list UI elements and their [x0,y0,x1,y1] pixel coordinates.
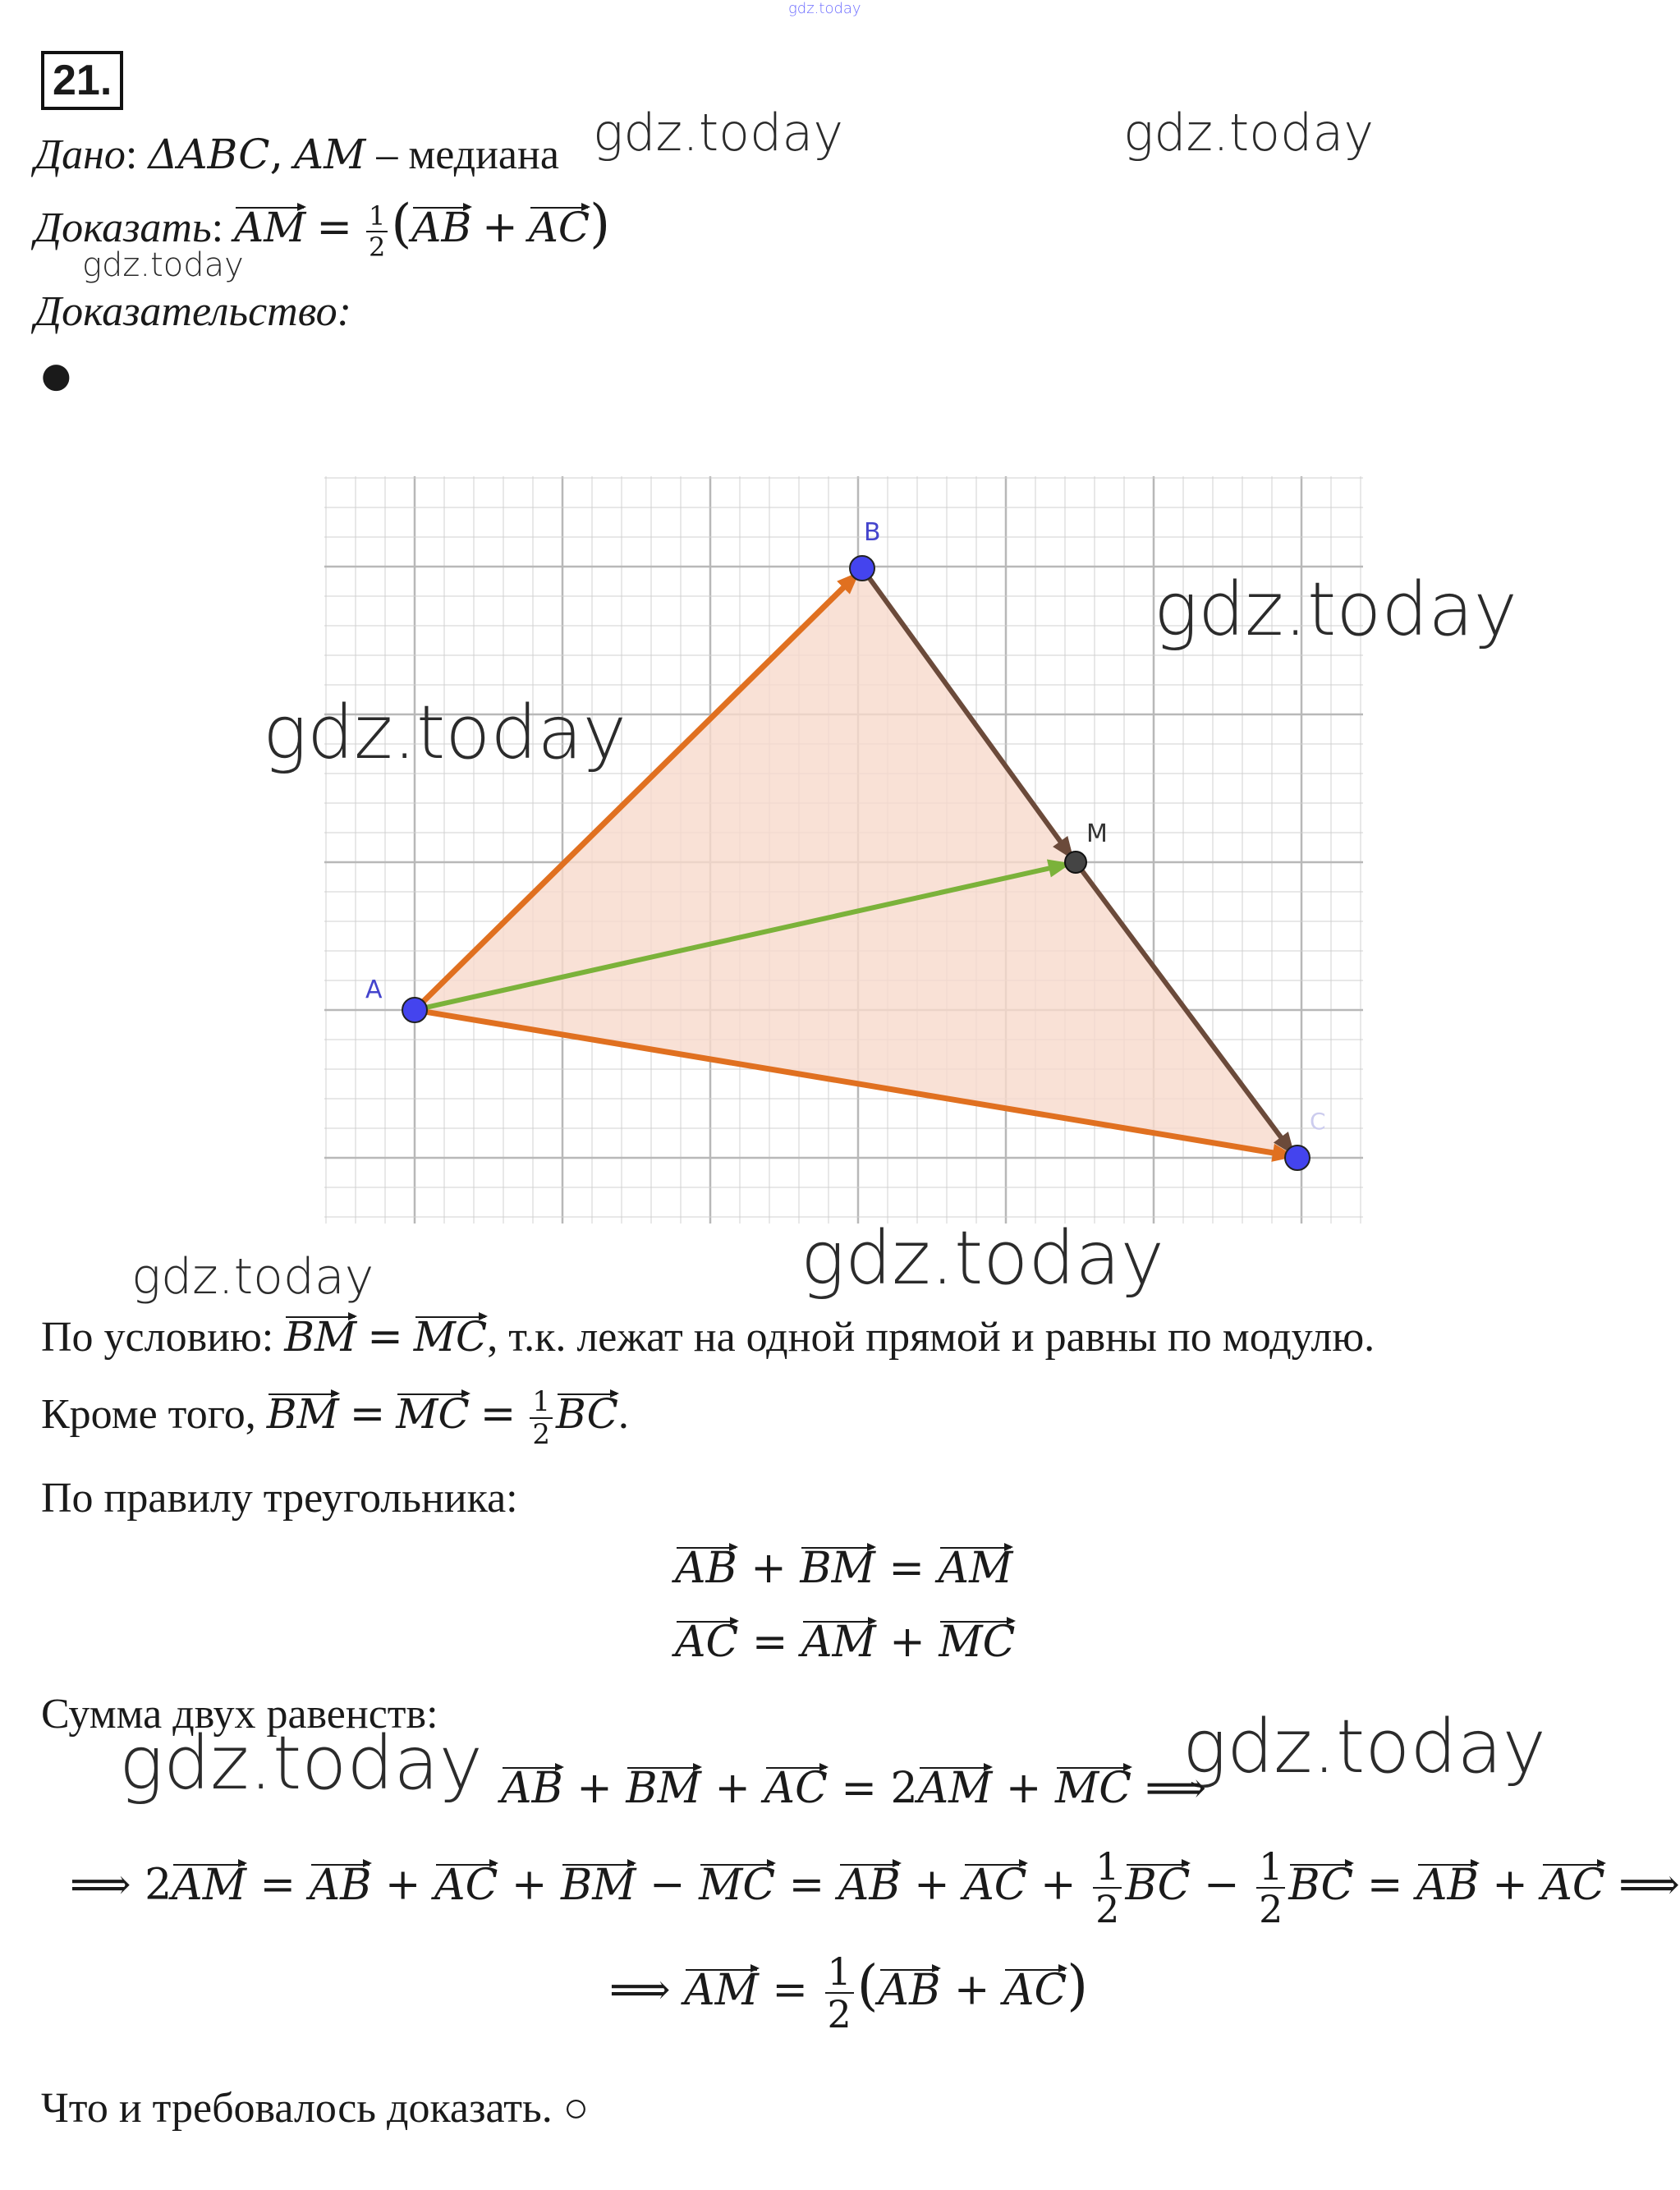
label-c: C [1310,1108,1326,1135]
besides-line: Кроме того, BM = MC = $\frac{1}{2}$ BC. [41,1385,629,1451]
given-median-word: – медиана [376,131,559,178]
watermark: gdz.today [1182,1704,1546,1790]
point-a [402,998,427,1022]
conclusion: Что и требовалось доказать. ○ [41,2085,590,2132]
watermark: gdz.today [131,1248,374,1306]
equation-1: AB + BM = AM [675,1544,1013,1593]
prove-fraction: $\frac{1}{2}$ [366,203,388,260]
equation-2: AC = AM + MC [675,1618,1016,1667]
watermark: gdz.today [593,103,844,163]
given-label: Дано [34,131,126,178]
given-triangle: ΔABC [148,131,270,178]
label-a: A [365,976,383,1004]
vector-bm-text: BM [284,1313,357,1361]
watermark: gdz.today [1154,567,1517,653]
point-c [1285,1146,1310,1170]
label-b: B [864,518,881,547]
watermark: gdz.today [119,1720,483,1807]
watermark: gdz.today [1123,103,1375,163]
point-b [850,556,874,581]
label-m: M [1086,820,1108,848]
point-m [1065,852,1086,873]
proof-label: Доказательство: [34,288,351,335]
long-equation: ⟹ 2AM = AB + AC + BM − MC = AB + AC + $\frac{1}{2}$ BC − $\frac{1}{2}$ BC = AB + AC ⟹ [70,1844,1680,1931]
prove-lhs-vector: AM [234,204,306,251]
prove-rhs-vector-1: AB [411,204,472,251]
vector-mc-text: MC [413,1313,488,1361]
prove-line: Доказать: AM = $\frac{1}{2}$ (AB + AC) [34,194,611,264]
final-equation: ⟹ AM = $\frac{1}{2}$ (AB + AC) [609,1949,1089,2036]
triangle-rule-line: По правилу треугольника: [41,1475,518,1522]
prove-rhs-vector-2: AC [528,204,590,251]
condition-line: По условию: BM = MC, т.к. лежат на одной прямой и равны по модулю. [41,1312,1375,1361]
given-line: Дано: ΔABC, AM – медиана [34,130,559,179]
watermark: gdz.today [801,1215,1164,1302]
problem-number: 21. [41,51,123,110]
header-watermark: gdz.today [788,0,861,17]
sum-equation: AB + BM + AC = 2AM + MC ⟹ [501,1764,1207,1813]
bullet: ● [41,355,71,395]
prove-label: Доказать [34,204,212,251]
given-median: AM [294,131,366,178]
watermark: gdz.today [82,246,244,284]
watermark: gdz.today [263,690,627,776]
sum-label: Сумма двух равенств: [41,1691,438,1738]
